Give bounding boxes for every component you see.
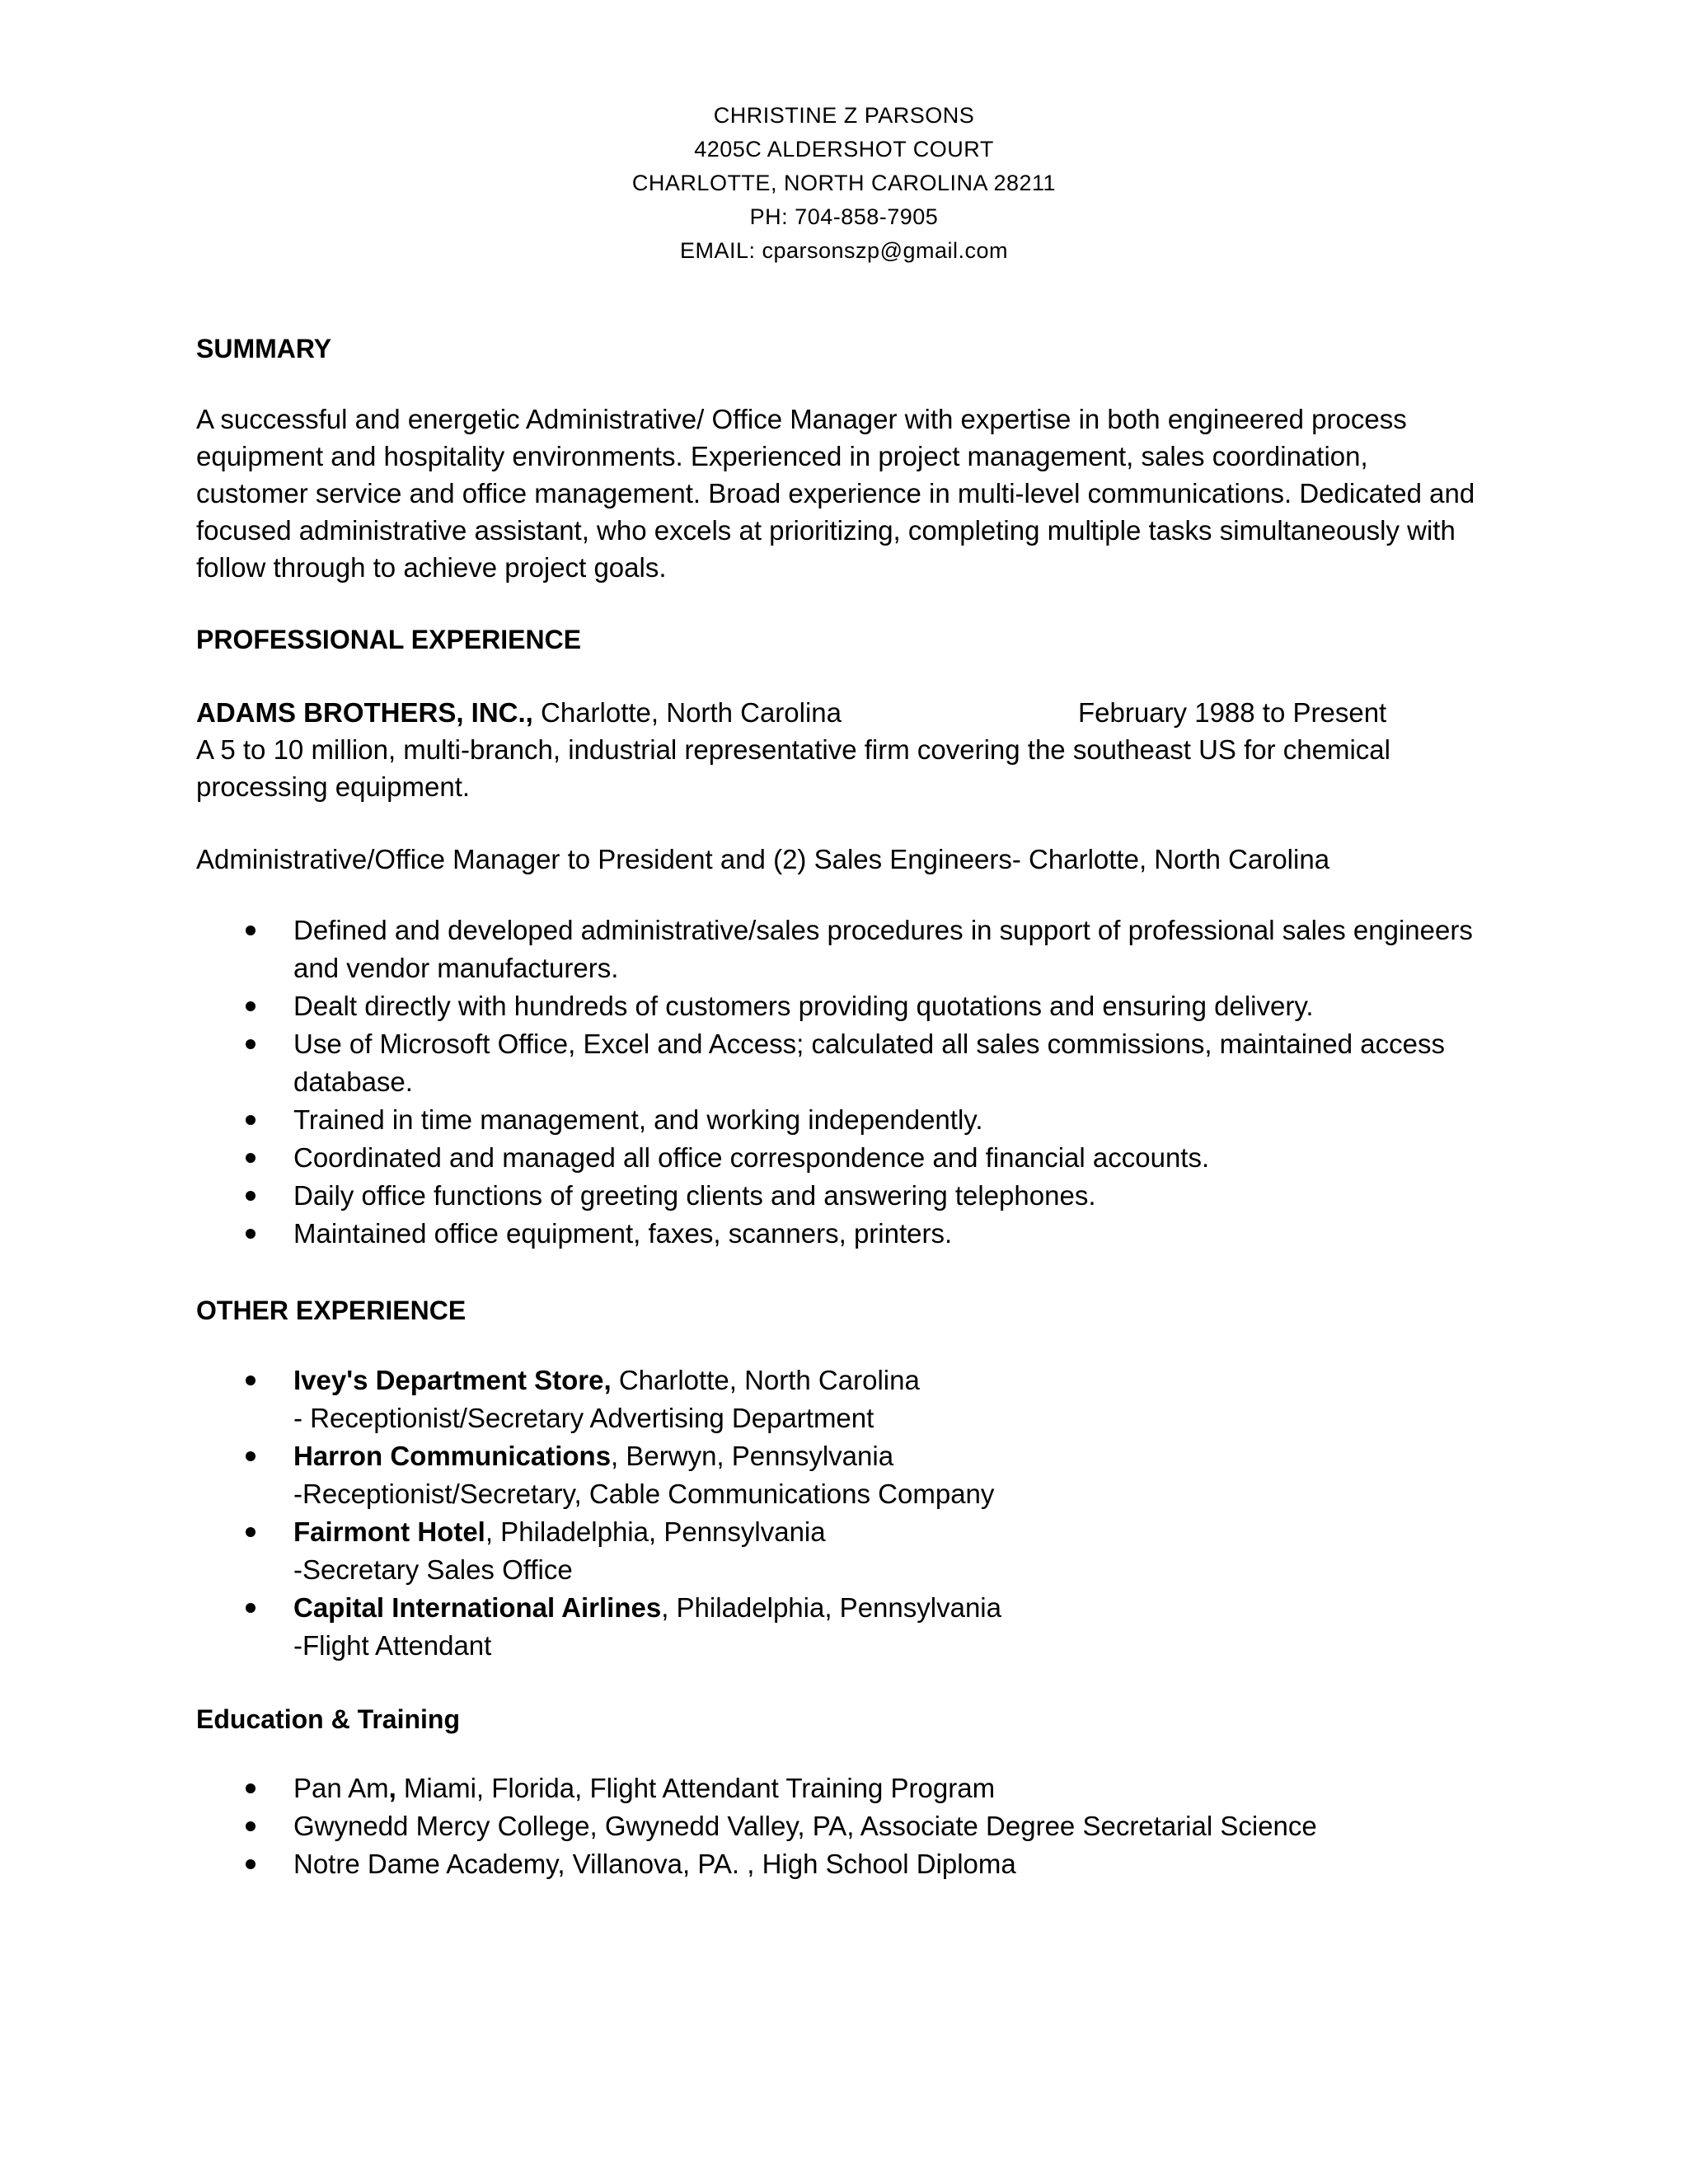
job-role: Administrative/Office Manager to President and (2) Sales Engineers- Charlotte, North Carolina xyxy=(196,844,1330,874)
list-item: Notre Dame Academy, Villanova, PA. , High School Diploma xyxy=(196,1845,1498,1883)
list-item: Fairmont Hotel, Philadelphia, Pennsylvania -Secretary Sales Office xyxy=(196,1513,1498,1589)
street-address: 4205C ALDERSHOT COURT xyxy=(694,137,994,162)
bullet-icon xyxy=(246,1376,256,1385)
bullet-icon xyxy=(246,1859,256,1869)
candidate-name: CHRISTINE Z PARSONS xyxy=(713,103,975,128)
phone-number: PH: 704-858-7905 xyxy=(749,204,939,229)
list-item: Use of Microsoft Office, Excel and Access; calculated all sales commissions, maintained access database. xyxy=(196,1025,1498,1101)
list-item: Capital International Airlines, Philadelphia, Pennsylvania -Flight Attendant xyxy=(196,1589,1498,1665)
bullet-icon xyxy=(246,1115,256,1125)
list-item: Dealt directly with hundreds of customers providing quotations and ensuring delivery. xyxy=(196,987,1498,1025)
company-description: A 5 to 10 million, multi-branch, industrial representative firm covering the southeast US for chemical processing equipment. xyxy=(196,734,1390,802)
bullet-icon xyxy=(246,1229,256,1239)
education-list xyxy=(196,1769,1498,1883)
list-item: Coordinated and managed all office correspondence and financial accounts. xyxy=(196,1139,1498,1177)
bullet-icon xyxy=(246,926,256,935)
bullet-icon xyxy=(246,1001,256,1011)
summary-text: A successful and energetic Administrative/ Office Manager with expertise in both engineered process equipment and hospitality environments. Experienced in project management, sales coordination, customer service and office management. Broad experience in multi-level communications. Dedicated and focused administrative assistant, who excels at prioritizing, completing multiple tasks simultaneously with follow through to achieve project goals. xyxy=(196,404,1475,583)
bullet-icon xyxy=(246,1153,256,1163)
other-experience-heading: OTHER EXPERIENCE xyxy=(196,1296,467,1325)
list-item: Trained in time management, and working independently. xyxy=(196,1101,1498,1139)
bullet-icon xyxy=(246,1603,256,1613)
bullet-icon xyxy=(246,1451,256,1461)
list-item: Daily office functions of greeting clients and answering telephones. xyxy=(196,1177,1498,1215)
company-name: ADAMS BROTHERS, INC., xyxy=(196,697,533,728)
email-address: EMAIL: cparsonszp@gmail.com xyxy=(679,238,1009,263)
employment-dates: February 1988 to Present xyxy=(1078,697,1387,728)
responsibilities-list xyxy=(196,912,1498,1253)
list-item: Harron Communications, Berwyn, Pennsylvania -Receptionist/Secretary, Cable Communications Company xyxy=(196,1437,1498,1513)
education-heading: Education & Training xyxy=(196,1704,461,1734)
contact-header xyxy=(0,99,1688,268)
summary-heading: SUMMARY xyxy=(196,334,332,363)
bullet-icon xyxy=(246,1039,256,1049)
bullet-icon xyxy=(246,1527,256,1537)
list-item: Pan Am, Miami, Florida, Flight Attendant Training Program xyxy=(196,1769,1498,1807)
list-item: Defined and developed administrative/sales procedures in support of professional sales engineers and vendor manufacturers. xyxy=(196,912,1498,987)
professional-experience-heading: PROFESSIONAL EXPERIENCE xyxy=(196,625,582,654)
list-item: Ivey's Department Store, Charlotte, North Carolina - Receptionist/Secretary Advertising Department xyxy=(196,1361,1498,1437)
bullet-icon xyxy=(246,1821,256,1831)
list-item: Gwynedd Mercy College, Gwynedd Valley, PA, Associate Degree Secretarial Science xyxy=(196,1807,1498,1845)
city-state-zip: CHARLOTTE, NORTH CAROLINA 28211 xyxy=(631,171,1057,195)
list-item: Maintained office equipment, faxes, scanners, printers. xyxy=(196,1215,1498,1253)
bullet-icon xyxy=(246,1191,256,1201)
company-location: Charlotte, North Carolina xyxy=(532,697,842,728)
bullet-icon xyxy=(246,1783,256,1793)
job-header xyxy=(196,694,1482,731)
other-experience-list xyxy=(196,1361,1498,1665)
